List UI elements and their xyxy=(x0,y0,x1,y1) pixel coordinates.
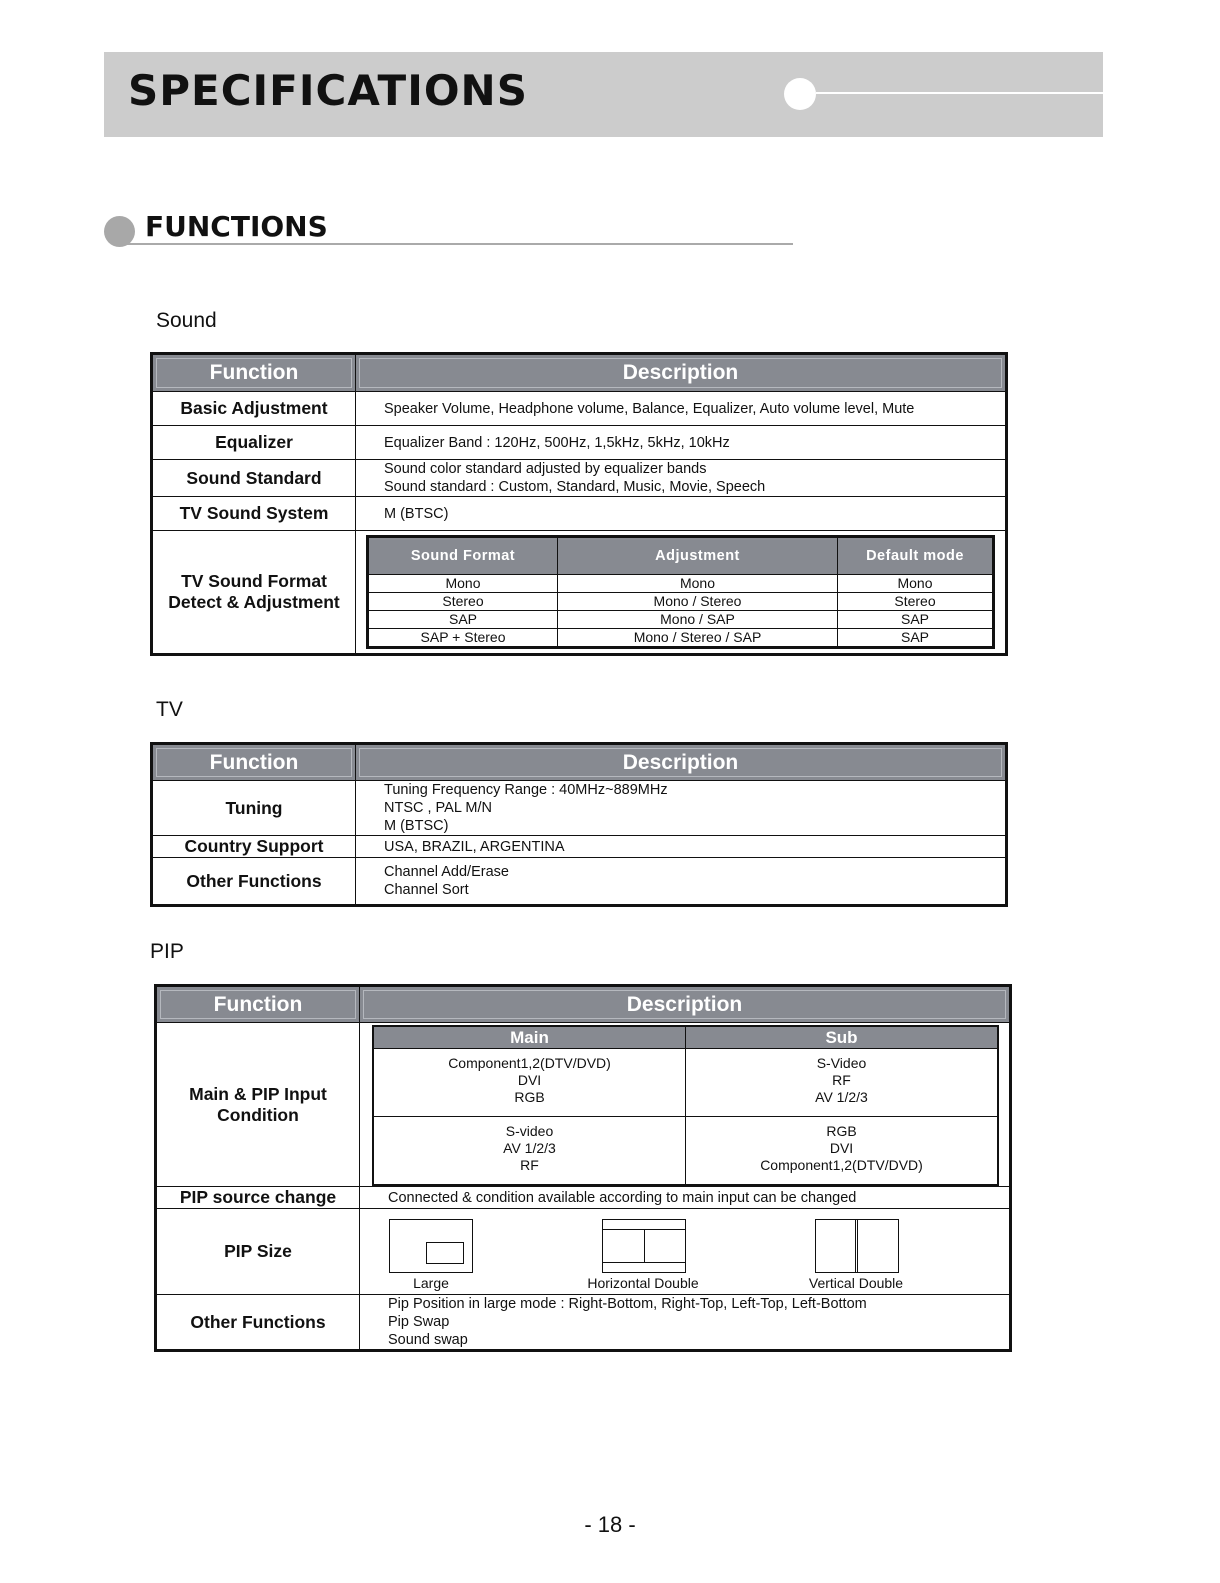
tv-label: TV xyxy=(156,698,183,721)
input-line: Component1,2(DTV/DVD) xyxy=(760,1157,923,1173)
table-header-row xyxy=(152,354,1007,392)
function-cell: Tuning xyxy=(152,781,356,836)
list-item xyxy=(368,575,994,593)
sound-label: Sound xyxy=(156,309,217,332)
column-header-function: Function xyxy=(156,986,360,1023)
default-cell: Mono xyxy=(838,575,994,593)
pip-horizontal-double-diagram xyxy=(602,1219,686,1273)
adjustment-cell: Mono / Stereo xyxy=(558,593,838,611)
pip-size-label: Horizontal Double xyxy=(587,1275,699,1291)
adjustment-cell: Mono xyxy=(558,575,838,593)
description-cell xyxy=(356,781,1007,836)
pip-size-cell xyxy=(360,1209,1011,1295)
description-cell xyxy=(356,858,1007,906)
column-header-description: Description xyxy=(356,744,1007,781)
description-line: Sound color standard adjusted by equalizer bands xyxy=(384,461,707,477)
column-header-function: Function xyxy=(152,354,356,392)
description-cell xyxy=(356,531,1007,655)
tv-table xyxy=(150,742,1008,907)
description-line: Tuning Frequency Range : 40MHz~889MHz xyxy=(384,782,668,798)
adjustment-cell: Mono / Stereo / SAP xyxy=(558,629,838,648)
table-row xyxy=(152,497,1007,531)
description-line: Sound standard : Custom, Standard, Music, Movie, Speech xyxy=(384,479,766,495)
adjustment-cell: Mono / SAP xyxy=(558,611,838,629)
pip-vertical-double-diagram xyxy=(815,1219,899,1273)
subheader-main: Main xyxy=(373,1026,686,1049)
main-input-cell xyxy=(373,1117,686,1185)
description-cell: Equalizer Band : 120Hz, 500Hz, 1,5kHz, 5kHz, 10kHz xyxy=(356,426,1007,460)
function-line: Detect & Adjustment xyxy=(168,592,340,612)
input-line: S-Video xyxy=(816,1055,867,1071)
input-line: AV 1/2/3 xyxy=(503,1140,556,1156)
function-cell: Basic Adjustment xyxy=(152,392,356,426)
subheader-sound-format: Sound Format xyxy=(368,537,558,575)
description-cell xyxy=(356,460,1007,497)
sound-format-table xyxy=(366,535,995,649)
table-row xyxy=(152,858,1007,906)
pip-large-diagram xyxy=(389,1219,473,1273)
function-cell: PIP source change xyxy=(156,1187,360,1209)
function-cell: Other Functions xyxy=(156,1295,360,1351)
table-row xyxy=(152,781,1007,836)
description-line: M (BTSC) xyxy=(384,818,449,834)
pip-inset xyxy=(426,1242,464,1264)
description-cell: Speaker Volume, Headphone volume, Balance, Equalizer, Auto volume level, Mute xyxy=(356,392,1007,426)
header-divider xyxy=(816,92,1103,94)
input-line: RF xyxy=(832,1072,851,1088)
default-cell: Stereo xyxy=(838,593,994,611)
subtable-header-row xyxy=(373,1026,998,1049)
description-line: Pip Swap xyxy=(388,1314,450,1330)
column-header-description: Description xyxy=(360,986,1011,1023)
pip-size-label: Vertical Double xyxy=(808,1275,904,1291)
main-input-cell xyxy=(373,1049,686,1117)
description-cell xyxy=(360,1023,1011,1187)
pip-size-label: Large xyxy=(413,1275,449,1291)
table-row xyxy=(152,836,1007,858)
table-row xyxy=(152,392,1007,426)
section-title: FUNCTIONS xyxy=(145,210,328,243)
section-underline xyxy=(120,243,793,245)
list-item xyxy=(373,1049,998,1117)
sub-input-cell xyxy=(686,1049,999,1117)
format-cell: SAP xyxy=(368,611,558,629)
table-row xyxy=(156,1209,1011,1295)
sub-input-cell xyxy=(686,1117,999,1185)
function-cell xyxy=(156,1023,360,1187)
description-cell: M (BTSC) xyxy=(356,497,1007,531)
description-cell: Connected & condition available according to main input can be changed xyxy=(360,1187,1011,1209)
function-cell: Country Support xyxy=(152,836,356,858)
table-row xyxy=(152,460,1007,497)
format-cell: Stereo xyxy=(368,593,558,611)
function-cell: PIP Size xyxy=(156,1209,360,1295)
header-circle-icon xyxy=(784,78,816,110)
function-cell: Equalizer xyxy=(152,426,356,460)
page-number: - 18 - xyxy=(584,1512,636,1537)
pip-label: PIP xyxy=(150,940,184,963)
input-line: S-video xyxy=(505,1123,554,1139)
table-row xyxy=(156,1023,1011,1187)
format-cell: SAP + Stereo xyxy=(368,629,558,648)
input-line: RGB xyxy=(826,1123,857,1139)
subtable-header-row xyxy=(368,537,994,575)
input-line: DVI xyxy=(517,1072,542,1088)
list-item xyxy=(373,1117,998,1185)
function-line: TV Sound Format xyxy=(181,571,327,591)
table-row xyxy=(152,531,1007,655)
table-row xyxy=(152,426,1007,460)
pip-table xyxy=(154,984,1012,1352)
table-row xyxy=(156,1187,1011,1209)
description-cell xyxy=(360,1295,1011,1351)
function-cell: TV Sound System xyxy=(152,497,356,531)
pip-input-table xyxy=(372,1025,999,1186)
subheader-default-mode: Default mode xyxy=(838,537,994,575)
function-cell: Sound Standard xyxy=(152,460,356,497)
description-line: Pip Position in large mode : Right-Bottom, Right-Top, Left-Top, Left-Bottom xyxy=(388,1296,867,1312)
column-header-description: Description xyxy=(356,354,1007,392)
table-header-row xyxy=(156,986,1011,1023)
table-row xyxy=(156,1295,1011,1351)
header-band xyxy=(104,52,1103,137)
description-line: Sound swap xyxy=(388,1332,468,1348)
default-cell: SAP xyxy=(838,629,994,648)
subheader-adjustment: Adjustment xyxy=(558,537,838,575)
function-line: Condition xyxy=(217,1104,299,1125)
input-line: Component1,2(DTV/DVD) xyxy=(448,1055,611,1071)
default-cell: SAP xyxy=(838,611,994,629)
description-line: Channel Sort xyxy=(384,882,469,898)
sound-table xyxy=(150,352,1008,656)
subheader-sub: Sub xyxy=(686,1026,999,1049)
input-line: RF xyxy=(520,1157,539,1173)
function-cell: Other Functions xyxy=(152,858,356,906)
input-line: DVI xyxy=(829,1140,854,1156)
description-cell: USA, BRAZIL, ARGENTINA xyxy=(356,836,1007,858)
table-header-row xyxy=(152,744,1007,781)
input-line: AV 1/2/3 xyxy=(815,1089,868,1105)
page-title: SPECIFICATIONS xyxy=(128,66,528,115)
list-item xyxy=(368,611,994,629)
column-header-function: Function xyxy=(152,744,356,781)
function-cell xyxy=(152,531,356,655)
description-line: Channel Add/Erase xyxy=(384,864,509,880)
format-cell: Mono xyxy=(368,575,558,593)
function-line: Main & PIP Input xyxy=(189,1083,327,1104)
description-line: NTSC , PAL M/N xyxy=(384,800,492,816)
list-item xyxy=(368,629,994,648)
list-item xyxy=(368,593,994,611)
input-line: RGB xyxy=(514,1089,545,1105)
bullet-circle-icon xyxy=(104,216,135,247)
